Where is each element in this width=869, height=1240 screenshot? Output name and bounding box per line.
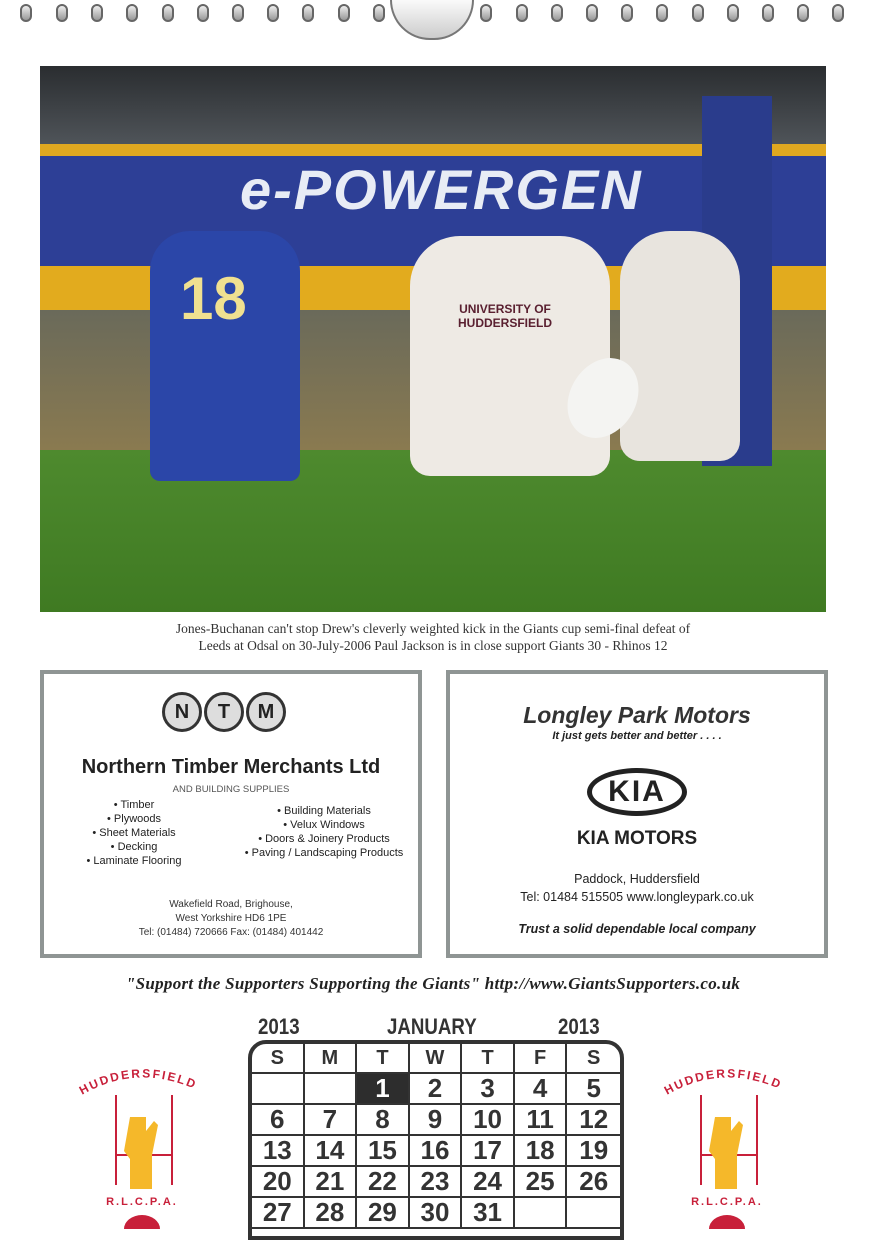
calendar-day: 9 [410,1105,463,1136]
weekday-header: M [305,1044,358,1074]
calendar-year-right: 2013 [558,1014,600,1039]
rlcpa-logo-left [72,1065,212,1229]
calendar-day: 7 [305,1105,358,1136]
kia-logo: KIA [587,768,687,816]
ntm-list-item: • Decking [110,841,158,853]
caption-line: Jones-Buchanan can't stop Drew's cleverly weighted kick in the Giants cup semi-final defeat of [175,621,691,636]
calendar-day: 28 [305,1198,358,1229]
ntm-logo: N T M [162,692,286,732]
svg-text:HUDDERSFIELD [662,1066,785,1097]
calendar-day: 22 [357,1167,410,1198]
weekday-header: T [357,1044,410,1074]
caption-line: Leeds at Odsal on 30-July-2006 Paul Jackson is in close support Giants 30 - Rhinos 12 [198,638,668,653]
binding-ring [797,4,809,22]
calendar-day: 17 [462,1136,515,1167]
kia-location: Paddock, Huddersfield [574,872,700,886]
calendar-day: 31 [462,1198,515,1229]
binding-ring [267,4,279,22]
weekday-header: S [567,1044,620,1074]
calendar-day: 14 [305,1136,358,1167]
photo-caption [40,620,826,654]
calendar-month: JANUARY [387,1014,477,1039]
rugby-photo [40,66,826,612]
calendar-day: 20 [252,1167,305,1198]
ntm-list-item: • Timber [113,799,155,811]
shirt-number: 18 [180,265,247,332]
logo-bottom-text: R.L.C.P.A. [106,1196,178,1208]
calendar-empty-cell [305,1074,358,1105]
binding-ring [832,4,844,22]
rugby-posts-figure-icon [72,1065,212,1229]
ntm-name: Northern Timber Merchants Ltd [81,756,381,778]
logo-top-text: HUDDERSFIELD [76,1066,200,1098]
logo-bottom-text: R.L.C.P.A. [691,1196,763,1208]
binding-ring [551,4,563,22]
binding-ring [302,4,314,22]
calendar-day: 2 [410,1074,463,1105]
ntm-list-item: • Velux Windows [283,819,365,831]
kia-advert [446,670,828,958]
ntm-subtitle: AND BUILDING SUPPLIES [172,784,290,795]
binding-ring [20,4,32,22]
calendar-day: 11 [515,1105,568,1136]
kia-contact: Tel: 01484 515505 www.longleypark.co.uk [520,890,754,904]
binding-ring [162,4,174,22]
binding-ring [373,4,385,22]
binding-ring [586,4,598,22]
ntm-list-item: • Building Materials [277,805,371,817]
binding-ring [126,4,138,22]
ntm-phone: Tel: (01484) 720666 Fax: (01484) 401442 [138,927,324,938]
calendar-day: 13 [252,1136,305,1167]
weekday-header: S [252,1044,305,1074]
binding-ring [516,4,528,22]
binding-ring [338,4,350,22]
hanger-hook [390,0,474,40]
calendar-grid [248,1040,624,1240]
calendar-day: 26 [567,1167,620,1198]
calendar-empty-cell [252,1074,305,1105]
ntm-list-item: • Doors & Joinery Products [258,833,390,845]
calendar-day: 24 [462,1167,515,1198]
binding-ring [197,4,209,22]
rugby-posts-figure-icon [657,1065,797,1229]
ntm-list-item: • Paving / Landscaping Products [244,847,404,859]
calendar-day: 19 [567,1136,620,1167]
calendar-day: 4 [515,1074,568,1105]
calendar-day: 16 [410,1136,463,1167]
logo-top-text: HUDDERSFIELD [661,1066,785,1098]
svg-text:HUDDERSFIELD [77,1066,200,1097]
calendar-day: 18 [515,1136,568,1167]
calendar-day: 8 [357,1105,410,1136]
binding-ring [692,4,704,22]
calendar-day: 1 [357,1074,410,1105]
calendar-day: 23 [410,1167,463,1198]
calendar-day: 30 [410,1198,463,1229]
calendar-day: 5 [567,1074,620,1105]
binding-ring [480,4,492,22]
calendar-day: 25 [515,1167,568,1198]
calendar-day: 27 [252,1198,305,1229]
calendar-day: 12 [567,1105,620,1136]
weekday-header: F [515,1044,568,1074]
calendar-day: 15 [357,1136,410,1167]
ntm-address: Wakefield Road, Brighouse, [169,899,293,910]
binding-ring [656,4,668,22]
calendar-day: 3 [462,1074,515,1105]
kia-footer: Trust a solid dependable local company [518,922,756,936]
weekday-header: T [462,1044,515,1074]
calendar-day: 21 [305,1167,358,1198]
calendar-empty-cell [515,1198,568,1229]
banner-text: e-POWERGEN [240,158,643,221]
weekday-header: W [410,1044,463,1074]
kia-brand: KIA MOTORS [576,828,698,849]
calendar-empty-cell [567,1198,620,1229]
ntm-list-item: • Plywoods [107,813,161,825]
calendar-day: 10 [462,1105,515,1136]
binding-ring [232,4,244,22]
calendar-day: 29 [357,1198,410,1229]
kia-dealer-name: Longley Park Motors [523,702,751,728]
binding-ring [91,4,103,22]
calendar-day: 6 [252,1105,305,1136]
ntm-list-item: • Laminate Flooring [86,855,182,867]
calendar-year-left: 2013 [258,1014,300,1039]
binding-ring [621,4,633,22]
rlcpa-logo-right [657,1065,797,1229]
ntm-left-list [74,798,194,868]
ntm-right-list [234,804,414,860]
slogan: "Support the Supporters Supporting the Giants" http://www.GiantsSupporters.co.uk [125,974,741,993]
ntm-address: West Yorkshire HD6 1PE [175,913,287,924]
kia-tagline: It just gets better and better . . . . [552,730,722,742]
ntm-advert [40,670,422,958]
binding-ring [762,4,774,22]
binding-ring [727,4,739,22]
ntm-list-item: • Sheet Materials [92,827,176,839]
binding-ring [56,4,68,22]
shirt-sponsor: UNIVERSITY OF HUDDERSFIELD [457,302,552,330]
